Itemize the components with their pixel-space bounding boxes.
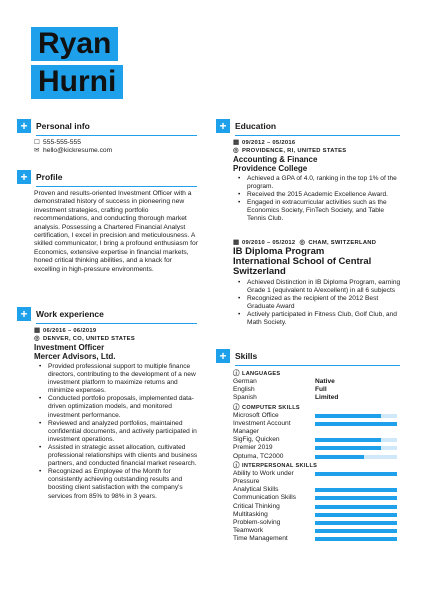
skill-level-bar [315, 444, 397, 452]
email-row [34, 147, 194, 155]
list-item: • Assisted in strategic asset allocation, cultivated professional relationships with clients and business partners, and conducted financial market research. [48, 444, 199, 468]
language-row [233, 378, 403, 386]
map-pin-icon: ◎ [299, 239, 306, 246]
skill-level-bar [315, 535, 397, 543]
skill-name: Ability to Work under Pressure [233, 469, 294, 486]
skill-name: Multitasking [233, 510, 268, 518]
skill-name: Time Management [233, 535, 288, 543]
edu-bullets [233, 175, 401, 224]
skill-bar-fill [315, 505, 397, 509]
personal-info-header [17, 119, 197, 133]
phone-number: 555-555-555 [43, 139, 81, 146]
skill-name: Optuma, TC2000 [233, 452, 284, 460]
skill-bar-fill [315, 446, 381, 450]
interpersonal-skills-label-row [233, 462, 403, 470]
first-name: Ryan [31, 27, 118, 61]
profile-summary: Proven and results-oriented Investment Officer with a demonstrated history of success in pioneering new investment strategies, crafting portfolio recommendations, and conducting thorough market analysis. Possessing a Chartered Financial Analyst certification, I excel in precision and meticulousness. A skilled communicator, I bring a profound enthusiasm for Economics, extensive expertise in financial markets, honed critical thinking abilities, and a knack for excelling in high-pressure environments. [34, 190, 198, 273]
skill-row [233, 527, 403, 535]
phone-icon: ☐ [34, 139, 40, 146]
calendar-icon: ▦ [233, 239, 240, 246]
skill-level-bar [315, 453, 397, 461]
skill-name: Microsoft Office [233, 411, 279, 419]
edu-bullets [233, 279, 401, 328]
skill-level-bar [315, 503, 397, 511]
calendar-icon: ▦ [233, 139, 240, 146]
info-icon: ⓘ [233, 403, 240, 411]
skill-level-bar [315, 436, 397, 444]
skill-row [233, 511, 403, 519]
education-header [216, 119, 400, 133]
plus-icon: + [216, 119, 230, 133]
contact-block [34, 139, 194, 156]
email-address: hello@kickresume.com [43, 147, 113, 155]
computer-skills-label-row [233, 404, 403, 412]
calendar-icon: ▦ [34, 327, 41, 334]
list-item: • Achieved Distinction in IB Diploma Program, earning Grade 1 (equivalent to A/excellent) in all 6 subjects [247, 279, 401, 295]
skill-bar-fill [315, 438, 381, 442]
skill-level-bar [315, 527, 397, 535]
edu-location: CHAM, SWITZERLAND [308, 240, 377, 246]
job-title: Investment Officer [34, 343, 105, 352]
skill-bar-fill [315, 472, 397, 476]
section-title: Education [235, 121, 277, 131]
list-item: • Actively participated in Fitness Club, Golf Club, and Math Society. [247, 311, 401, 327]
plus-icon: + [216, 349, 230, 363]
section-divider [36, 186, 197, 187]
plus-icon: + [17, 170, 31, 184]
skill-row [233, 470, 403, 486]
list-item: • Achieved a GPA of 4.0, ranking in the top 1% of the program. [247, 175, 401, 191]
work-location-row [34, 335, 199, 343]
edu-dates-row [233, 139, 401, 147]
skill-row [233, 494, 403, 502]
interpersonal-skills-label: INTERPERSONAL SKILLS [242, 462, 318, 469]
skill-bar-fill [315, 529, 397, 533]
language-name: English [233, 386, 255, 394]
skill-name: Communication Skills [233, 494, 297, 502]
skill-row [233, 519, 403, 527]
language-row [233, 394, 403, 402]
education-entry-1 [233, 139, 401, 224]
languages-label: LANGUAGES [242, 371, 281, 377]
work-bullets [34, 363, 199, 501]
section-divider [36, 135, 197, 136]
list-item: • Reviewed and analyzed portfolios, maintained confidential documents, and actively participated in investment operations. [48, 420, 199, 444]
skill-name: Critical Thinking [233, 502, 280, 510]
work-location: DENVER, CO, UNITED STATES [43, 336, 135, 342]
skill-bar-fill [315, 496, 397, 500]
info-icon: ⓘ [233, 370, 240, 377]
skill-level-bar [315, 494, 397, 502]
map-pin-icon: ◎ [34, 335, 40, 342]
interpersonal-skills-list [233, 470, 403, 544]
skill-name: Analytical Skills [233, 486, 279, 494]
edu-location: PROVIDENCE, RI, UNITED STATES [242, 148, 347, 154]
phone-row [34, 139, 194, 147]
last-name: Hurni [31, 65, 123, 99]
skill-bar-fill [315, 488, 397, 492]
skill-bar-fill [315, 521, 397, 525]
skill-name: Investment Account Manager [233, 419, 291, 436]
section-divider [235, 135, 400, 136]
skill-bar-fill [315, 537, 397, 541]
skill-row [233, 486, 403, 494]
language-level: Full [315, 386, 327, 394]
skill-bar-fill [315, 422, 397, 426]
language-level: Limited [315, 394, 339, 402]
skill-row [233, 420, 403, 436]
skill-row [233, 453, 403, 461]
info-icon: ⓘ [233, 461, 240, 469]
education-entry-2 [233, 239, 401, 328]
skill-row [233, 436, 403, 444]
language-level: Native [315, 378, 335, 385]
skill-row [233, 503, 403, 511]
envelope-icon: ✉ [34, 147, 40, 155]
skills-block [233, 369, 403, 544]
skill-name: SigFig, Quicken [233, 436, 280, 444]
section-title: Work experience [36, 309, 104, 319]
skill-level-bar [315, 511, 397, 519]
section-title: Profile [36, 172, 63, 182]
computer-skills-list [233, 412, 403, 461]
plus-icon: + [17, 119, 31, 133]
degree: Accounting & Finance [233, 155, 318, 164]
school-name: International School of Central Switzerland [233, 256, 372, 277]
edu-dates: 09/2012 – 05/2016 [242, 140, 296, 146]
skill-level-bar [315, 519, 397, 527]
edu-location-row [233, 147, 401, 155]
skills-header [216, 349, 400, 363]
work-dates: 06/2016 – 06/2019 [43, 328, 97, 334]
skill-level-bar [315, 470, 397, 486]
skill-bar-fill [315, 414, 381, 418]
work-experience-header [17, 307, 197, 321]
skill-row [233, 535, 403, 543]
edu-dates: 09/2010 – 05/2012 [242, 240, 296, 246]
section-divider [235, 365, 400, 366]
skill-name: Premier 2019 [233, 444, 273, 452]
skill-name: Problem-solving [233, 519, 281, 527]
list-item: • Recognized as Employee of the Month for consistently achieving outstanding results and boosting client satisfaction with the company's services from 85% to 98% in 3 years. [48, 468, 199, 500]
languages-label-row [233, 370, 403, 378]
plus-icon: + [17, 307, 31, 321]
skill-row [233, 412, 403, 420]
computer-skills-label: COMPUTER SKILLS [242, 404, 300, 411]
section-title: Skills [235, 351, 258, 361]
skill-level-bar [315, 486, 397, 494]
skill-level-bar [315, 420, 397, 436]
section-divider [36, 323, 197, 324]
list-item: • Engaged in extracurricular activities such as the Economics Society, FinTech Society, and Table Tennis Club. [247, 199, 401, 223]
degree: IB Diploma Program [233, 246, 325, 257]
company-name: Mercer Advisors, Ltd. [34, 352, 116, 361]
skill-bar-fill [315, 513, 397, 517]
list-item: • Conducted portfolio proposals, implemented data-driven optimization models, and monitored investment performance. [48, 395, 199, 419]
skill-level-bar [315, 412, 397, 420]
school-name: Providence College [233, 164, 308, 173]
list-item: • Received the 2015 Academic Excellence Award. [247, 191, 401, 199]
skill-bar-fill [315, 455, 364, 459]
work-entry [34, 327, 199, 501]
language-row [233, 386, 403, 394]
skill-name: Teamwork [233, 527, 264, 535]
skill-row [233, 444, 403, 452]
profile-header [17, 170, 197, 184]
language-name: Spanish [233, 394, 257, 402]
language-name: German [233, 378, 257, 385]
list-item: • Provided professional support to multiple finance directors, contributing to the development of a new investment platform to maximize returns and minimize expenses. [48, 363, 199, 395]
map-pin-icon: ◎ [233, 147, 239, 154]
section-title: Personal info [36, 121, 90, 131]
work-dates-row [34, 327, 199, 335]
list-item: • Recognized as the recipient of the 2012 Best Graduate Award [247, 295, 401, 311]
